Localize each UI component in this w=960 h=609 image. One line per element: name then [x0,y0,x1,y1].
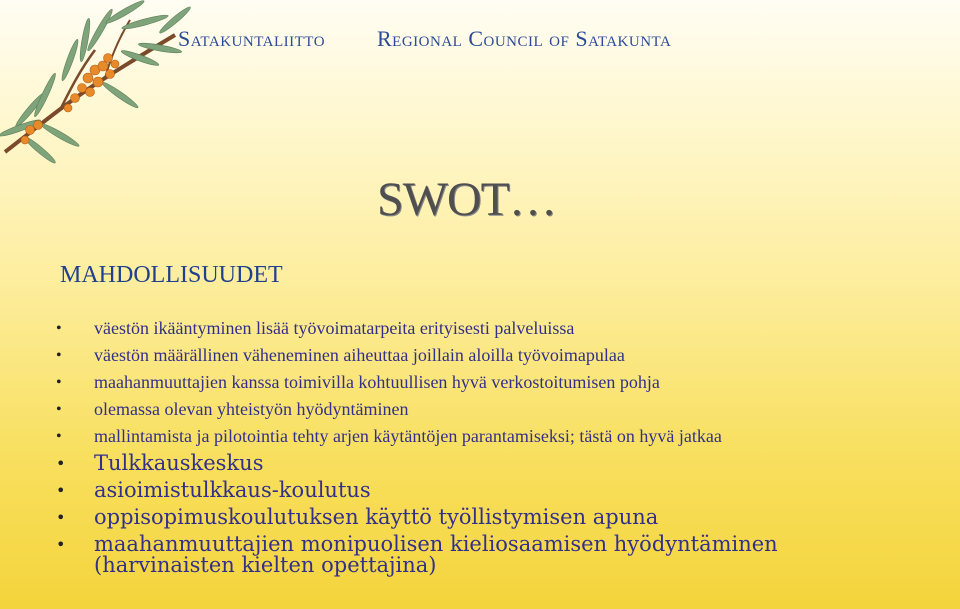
sea-buckthorn-branch-illustration [0,0,200,170]
bullet-list [56,318,916,582]
organization-name-english: Regional Council of Satakunta [377,26,672,51]
list-item: • olemassa olevan yhteistyön hyödyntäminen [56,399,409,419]
list-item: • väestön ikääntyminen lisää työvoimatarpeita erityisesti palveluissa [56,318,575,338]
list-item: • Tulkkauskeskus [56,451,264,475]
list-item: • asioimistulkkaus-koulutus [56,478,371,502]
bullet-dot-icon: • [56,428,62,445]
section-heading: MAHDOLLISUUDET [60,262,283,288]
list-item: • maahanmuuttajien monipuolisen kieliosaamisen hyödyntäminen (harvinaisten kielten opettajina) [56,532,778,577]
list-item: • maahanmuuttajien kanssa toimivilla kohtuullisen hyvä verkostoitumisen pohja [56,372,660,392]
organization-name-finnish: Satakuntaliitto [178,26,326,51]
slide-title: SWOT… [377,173,556,226]
bullet-dot-icon: • [56,535,66,554]
bullet-dot-icon: • [56,401,62,418]
bullet-dot-icon: • [56,320,62,337]
bullet-dot-icon: • [56,347,62,364]
bullet-dot-icon: • [56,481,66,500]
list-item: • oppisopimuskoulutuksen käyttö työllistymisen apuna [56,505,659,529]
bullet-dot-icon: • [56,454,66,473]
list-item: • mallintamista ja pilotointia tehty arjen käytäntöjen parantamiseksi; tästä on hyvä jatkaa [56,426,722,446]
bullet-dot-icon: • [56,508,66,527]
list-item: • väestön määrällinen väheneminen aiheuttaa joillain aloilla työvoimapulaa [56,345,625,365]
bullet-dot-icon: • [56,374,62,391]
